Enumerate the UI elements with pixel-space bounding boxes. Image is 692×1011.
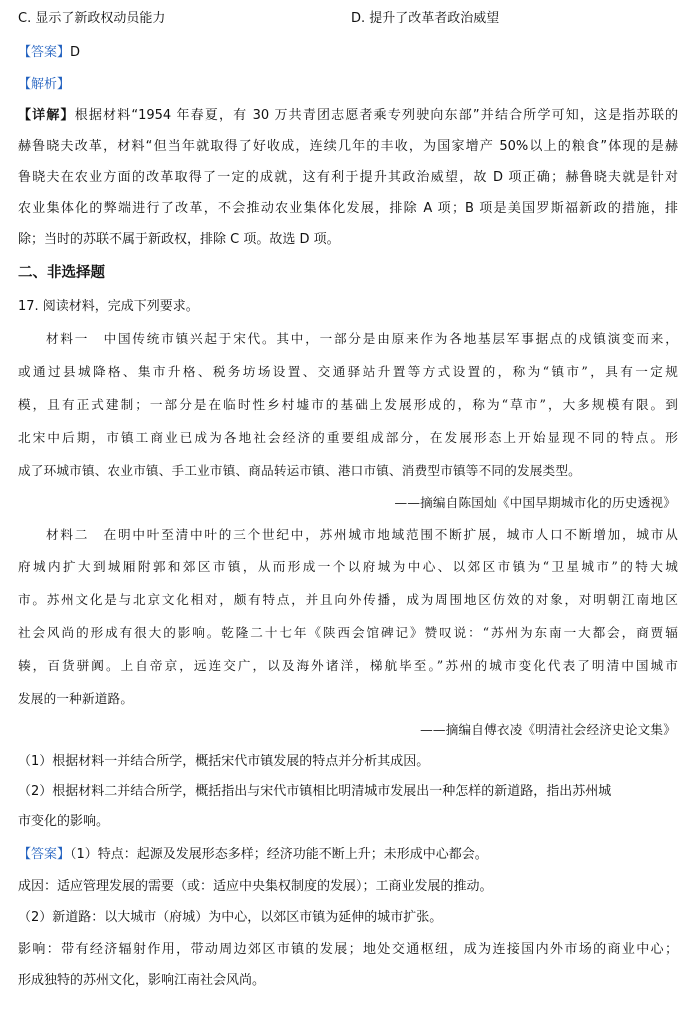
answer-tag: 【答案】 xyxy=(18,45,71,60)
detail-line: 【详解】根据材料“1954 年春夏，有 30 万共青团志愿者乘专列驶向东部”并结合所学可知，这是指苏联的 xyxy=(18,108,678,123)
option-c: C. 显示了新政权动员能力 xyxy=(18,11,166,26)
q17-answer-line: 影响：带有经济辐射作用，带动周边郊区市镇的发展；地处交通枢纽，成为连接国内外市场的商业中心； xyxy=(18,942,678,957)
sub-question: （1）根据材料一并结合所学，概括宋代市镇发展的特点并分析其成因。 xyxy=(18,754,430,769)
material2-line: 府城内扩大到城厢附郭和郊区市镇，从而形成一个以府城为中心、以郊区市镇为“卫星城市”的特大城 xyxy=(18,559,678,574)
material2-line: 市。苏州文化是与北京文化相对，颇有特点，并且向外传播，成为周围地区仿效的对象，对明朝江南地区 xyxy=(18,592,678,607)
q17-answer-line: 【答案】（1）特点：起源及发展形态多样；经济功能不断上升；未形成中心都会。 xyxy=(18,847,488,862)
material2-line: 社会风尚的形成有很大的影响。乾隆二十七年《陕西会馆碑记》赞叹说：“苏州为东南一大都会，商贾辐 xyxy=(18,625,678,640)
material1-line: 成了环城市镇、农业市镇、手工业市镇、商品转运市镇、港口市镇、消费型市镇等不同的发展类型。 xyxy=(18,463,581,478)
detail-line: 鲁晓夫在农业方面的改革取得了一定的成就，这有利于提升其政治威望，故 D 项正确；赫鲁晓夫就是针对 xyxy=(18,170,678,185)
material1-line: 材料一 中国传统市镇兴起于宋代。其中，一部分是由原来作为各地基层军事据点的戍镇演变而来， xyxy=(46,331,678,346)
material2-line: 辏，百货骈阗。上自帝京，远连交广，以及海外诸洋，梯航毕至。”苏州的城市变化代表了明清中国城市 xyxy=(18,658,678,673)
option-d: D. 提升了改革者政治威望 xyxy=(351,11,500,26)
material1-line: 模，且有正式建制；一部分是在临时性乡村墟市的基础上发展形成的，称为“草市”，大多规模有限。到 xyxy=(18,397,678,412)
detail-line: 农业集体化的弊端进行了改革，不会推动农业集体化发展，排除 A 项；B 项是美国罗斯福新政的措施，排 xyxy=(18,201,678,216)
answer-value: D xyxy=(70,45,81,60)
detail-line: 赫鲁晓夫改革，材料“但当年就取得了好收成，连续几年的丰收，为国家增产 50%以上的粮食”体现的是赫 xyxy=(18,139,678,154)
material1-source: ——摘编自陈国灿《中国早期城市化的历史透视》 xyxy=(394,495,676,510)
options-row xyxy=(18,9,678,29)
material2-line: 发展的一种新道路。 xyxy=(18,691,134,706)
material1-line: 或通过县城降格、集市升格、税务坊场设置、交通驿站升置等方式设置的，称为“镇市”，具有一定规 xyxy=(18,364,678,379)
material2-source: ——摘编自傅衣凌《明清社会经济史论文集》 xyxy=(420,722,676,737)
q17-answer-line: （2）新道路：以大城市（府城）为中心，以郊区市镇为延伸的城市扩张。 xyxy=(18,910,443,925)
sub-question: 市变化的影响。 xyxy=(18,814,110,829)
section-title: 二、非选择题 xyxy=(18,265,105,281)
q17-answer-line: 成因：适应管理发展的需要（或：适应中央集权制度的发展）；工商业发展的推动。 xyxy=(18,879,493,894)
q16-answer xyxy=(18,43,678,63)
q17-answer-line: 形成独特的苏州文化，影响江南社会风尚。 xyxy=(18,973,266,988)
analysis-tag: 【解析】 xyxy=(18,77,71,92)
detail-tag: 【详解】 xyxy=(18,108,75,123)
answer-tag: 【答案】 xyxy=(18,847,71,862)
q17-stem: 17. 阅读材料，完成下列要求。 xyxy=(18,299,199,314)
material1-line: 北宋中后期，市镇工商业已成为各地社会经济的重要组成部分，在发展形态上开始显现不同的特点。形 xyxy=(18,430,678,445)
detail-line: 除；当时的苏联不属于新政权，排除 C 项。故选 D 项。 xyxy=(18,232,340,247)
sub-question: （2）根据材料二并结合所学，概括指出与宋代市镇相比明清城市发展出一种怎样的新道路，指出苏州城 xyxy=(18,784,612,799)
material2-line: 材料二 在明中叶至清中叶的三个世纪中，苏州城市地域范围不断扩展，城市人口不断增加，城市从 xyxy=(46,527,678,542)
